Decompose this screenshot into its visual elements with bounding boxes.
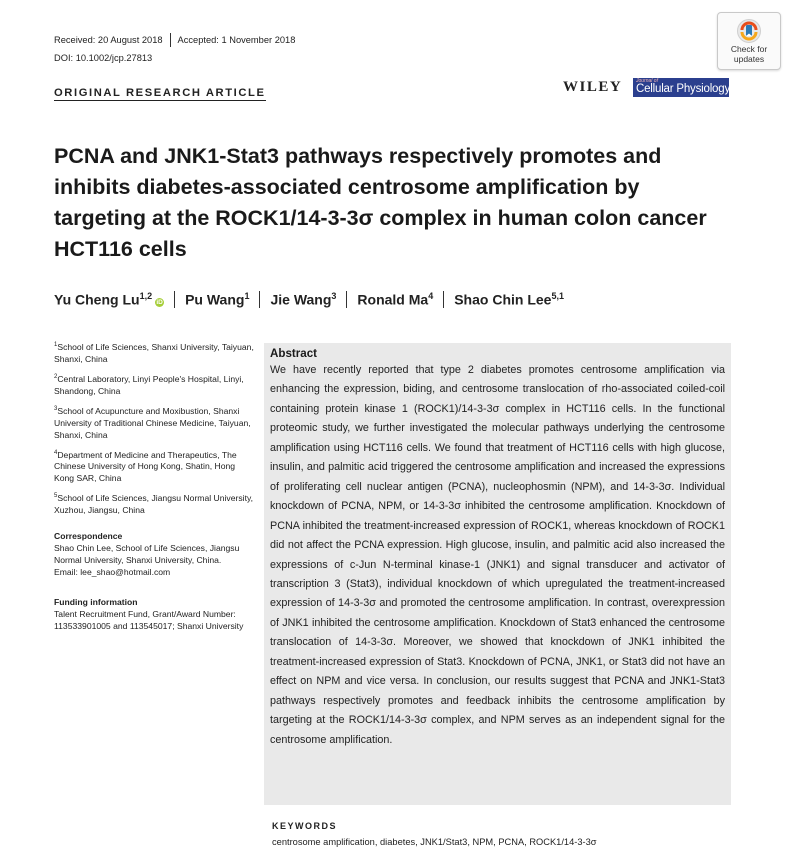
abstract-text: We have recently reported that type 2 diabetes promotes centrosome amplification via enhancing the expression, biding, and centrosome translocation of rho-associated coiled-coil containing protein kinase 1 (ROCK1)/14-3-3σ complex in HCT116 cells. In the functional proteomic study, we further investigated the molecular pathways underlying the centrosome amplification using HCT116 cells. We found that treatment of HCT116 cells with high glucose, insulin, and palmitic acid triggered the centrosome amplification and increased the expressions of proliferating cell nuclear antigen (PCNA), nucleophosmin (NPM), and 14-3-3σ. Individual knockdown of PCNA, NPM, or 14-3-3σ inhibited the centrosome amplification. Knockdown of PCNA inhibited the treatment-increased expression of ROCK1, whereas knockdown of ROCK1 did not affect the PCNA expression. High glucose, insulin, and palmitic acid also increased the expressions of c-Jun N-terminal kinase-1 (JNK1) and signal transducer and activator of transcription 3 (Stat3), individual knockdown of which upregulated the treatment-increased expression of 14-3-3σ and promoted the centrosome amplification. In contrast, overexpression of JNK1 inhibited the centrosome amplification. Knockdown of Stat3 enhanced the centrosome translocation of 14-3-3σ. Moreover, we showed that knockdown of JNK1 inhibited the treatment-increased expression of Stat3. Knockdown of PCNA, JNK1, or Stat3 did not have an effect on NPM and vice versa. In conclusion, our results suggest that PCNA and JNK1-Stat3 pathways respectively promotes and feedback inhibits the centrosome amplification by targeting at the ROCK1/14-3-3σ complex, and NPM serves as an independent signal for the centrosome amplification. <box>270 364 725 746</box>
journal-logo <box>633 78 729 97</box>
author[interactable] <box>454 291 564 308</box>
affiliation-text: Department of Medicine and Therapeutics, The Chinese University of Hong Kong, Shatin, Hong Kong SAR, China <box>54 449 237 484</box>
doi: DOI: 10.1002/jcp.27813 <box>54 53 153 63</box>
author-affil-sup: 1 <box>244 291 250 302</box>
affiliation-number: 1 <box>54 342 58 348</box>
affiliation-text: School of Life Sciences, Jiangsu Normal University, Xuzhou, Jiangsu, China <box>54 493 254 516</box>
author[interactable] <box>185 291 249 308</box>
keywords-heading: KEYWORDS <box>272 821 338 831</box>
author-list <box>54 288 564 308</box>
correspondence-text: Shao Chin Lee, School of Life Sciences, Jiangsu Normal University, Shanxi University, China. <box>54 543 240 565</box>
author-affil-sup: 3 <box>331 291 337 302</box>
check-for-updates-button[interactable] <box>717 12 781 70</box>
funding-text: Talent Recruitment Fund, Grant/Award Number: 113533901005 and 113545017; Shanxi University <box>54 609 244 631</box>
author-affil-sup: 5,1 <box>551 291 564 302</box>
author-separator <box>259 291 260 308</box>
author-affil-sup: 4 <box>428 291 434 302</box>
submission-dates <box>54 33 295 47</box>
affiliation-text: Central Laboratory, Linyi People's Hospital, Linyi, Shandong, China <box>54 373 244 396</box>
author-separator <box>174 291 175 308</box>
check-for-updates-line2: updates <box>733 54 765 64</box>
affiliation-text: School of Acupuncture and Moxibustion, Shanxi University of Traditional Chinese Medicine, Taiyuan, Shanxi, China <box>54 405 251 440</box>
publisher-logo: WILEY <box>563 79 623 95</box>
orcid-icon[interactable]: iD <box>156 299 163 306</box>
check-for-updates-icon <box>736 18 762 44</box>
article-title: PCNA and JNK1-Stat3 pathways respectively promotes and inhibits diabetes-associated centrosome amplification by targeting at the ROCK1/14-3-3σ complex in human colon cancer HCT116 cells <box>54 144 707 261</box>
author-separator <box>443 291 444 308</box>
correspondence-heading: Correspondence <box>54 531 123 541</box>
correspondence <box>54 530 254 578</box>
author[interactable] <box>270 291 336 308</box>
author-name: Yu Cheng Lu <box>54 292 140 308</box>
accepted-date: Accepted: 1 November 2018 <box>177 35 296 45</box>
affiliations <box>54 339 254 522</box>
author-name: Pu Wang <box>185 292 245 308</box>
journal-logo-name: Cellular Physiology <box>636 83 730 95</box>
received-date: Received: 20 August 2018 <box>54 35 163 45</box>
affiliation-number: 3 <box>54 405 58 412</box>
divider <box>170 33 171 47</box>
affiliation <box>54 490 254 516</box>
author-separator <box>346 291 347 308</box>
affiliation-number: 4 <box>54 449 58 456</box>
author-name: Ronald Ma <box>357 292 429 308</box>
affiliation-text: School of Life Sciences, Shanxi University, Taiyuan, Shanxi, China <box>54 341 254 364</box>
funding-heading: Funding information <box>54 597 138 607</box>
affiliation-number: 2 <box>54 373 58 380</box>
affiliation-number: 5 <box>54 493 58 500</box>
abstract-box <box>264 343 731 805</box>
affiliation <box>54 339 254 365</box>
funding-information <box>54 596 254 632</box>
journal-logo-small: Journal of <box>636 78 658 84</box>
correspondence-email[interactable]: Email: lee_shao@hotmail.com <box>54 567 171 577</box>
keywords-text: centrosome amplification, diabetes, JNK1/Stat3, NPM, PCNA, ROCK1/14-3-3σ <box>272 837 597 847</box>
author[interactable] <box>54 291 152 308</box>
author-name: Shao Chin Lee <box>454 292 552 308</box>
author-name: Jie Wang <box>270 292 332 308</box>
affiliation <box>54 447 254 485</box>
author-affil-sup: 1,2 <box>139 291 153 302</box>
abstract-heading: Abstract <box>270 347 318 360</box>
affiliation <box>54 403 254 441</box>
check-for-updates-line1: Check for <box>730 44 768 54</box>
author[interactable] <box>357 291 433 308</box>
affiliation <box>54 371 254 397</box>
article-type: ORIGINAL RESEARCH ARTICLE <box>54 87 266 99</box>
